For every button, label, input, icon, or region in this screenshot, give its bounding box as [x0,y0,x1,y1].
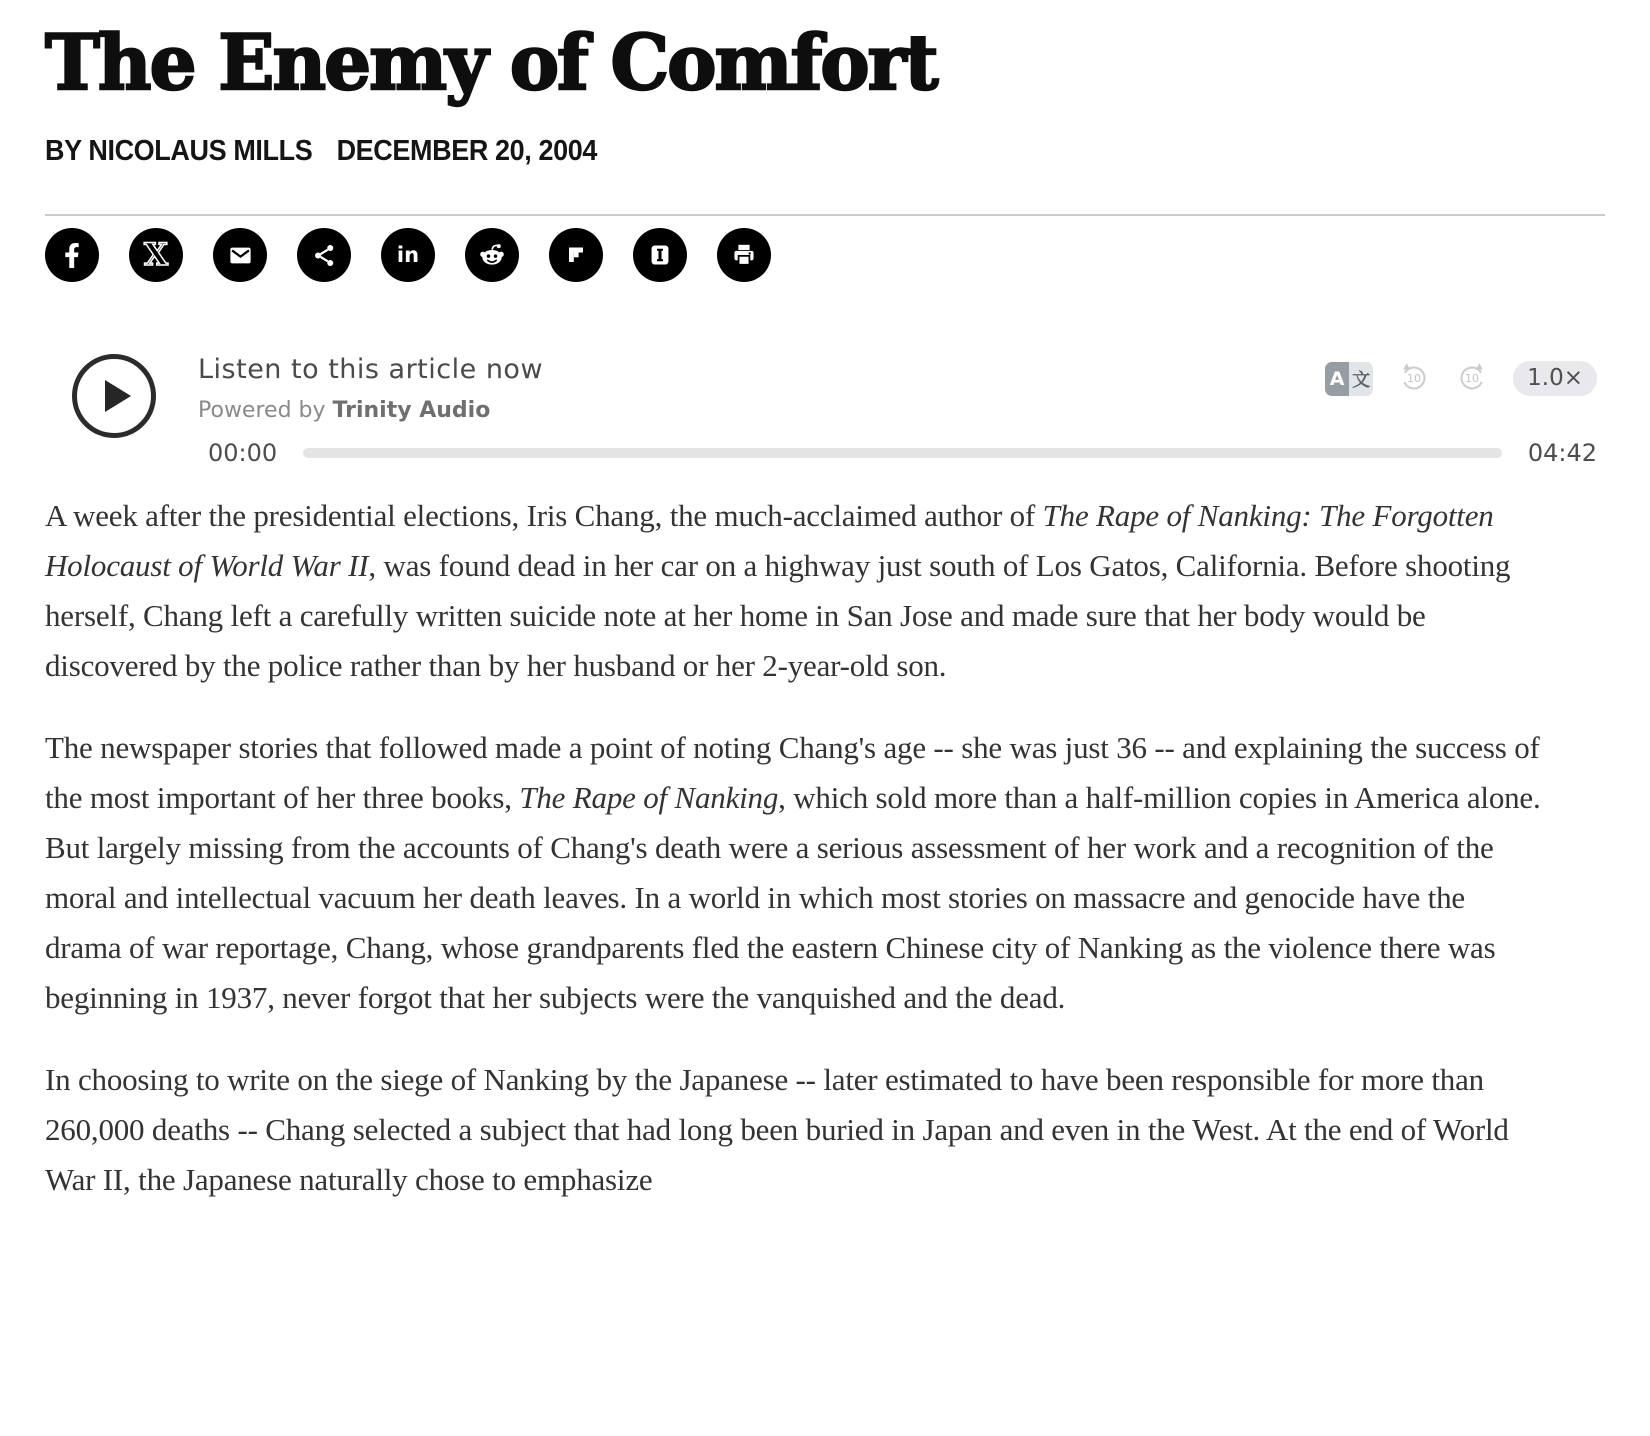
translate-cjk-icon: 文 [1349,362,1373,396]
flipboard-icon [564,243,588,267]
skip-back-icon [1397,360,1431,394]
article-date: DECEMBER 20, 2004 [336,135,598,168]
email-icon [227,242,254,269]
skip-back-button[interactable] [1397,360,1431,397]
current-time: 00:00 [208,439,278,468]
share-linkedin-button[interactable] [381,228,435,282]
print-icon [731,242,757,268]
svg-text:10: 10 [1407,372,1422,386]
listen-label: Listen to this article now [198,354,544,386]
article-byline: BY NICOLAUS MILLS [45,135,313,168]
share-reddit-button[interactable] [465,228,519,282]
playback-speed-button[interactable]: 1.0× [1513,361,1597,397]
share-x-button[interactable] [129,228,183,282]
svg-text:10: 10 [1465,372,1480,386]
translate-icon: A [1325,362,1349,396]
article-body [45,491,1543,1205]
powered-by: Powered by Trinity Audio [198,398,491,424]
article-title: The Enemy of Comfort [45,18,937,107]
skip-forward-button[interactable] [1455,360,1489,397]
trinity-audio-link[interactable]: Trinity Audio [332,398,491,424]
print-article-button[interactable] [717,228,771,282]
x-twitter-icon: X [143,236,169,273]
share-nodes-icon [312,243,337,268]
byline-row [45,135,1496,168]
progress-bar[interactable] [303,448,1502,458]
play-button[interactable] [72,354,156,438]
facebook-icon [64,243,80,268]
translate-button[interactable] [1325,362,1373,396]
article-paragraph: The newspaper stories that followed made a point of noting Chang's age -- she was just 36 -- and explaining the success of the most important of her three books, The Rape of Nanking, which sold more than a half-million copies in America alone. But largely missing from the accounts of Chang's death were a serious assessment of her work and a recognition of the moral and intellectual vacuum her death leaves. In a world in which most stories on massacre and genocide have the drama of war reportage, Chang, whose grandparents fled the eastern Chinese city of Nanking as the violence there was beginning in 1937, never forgot that her subjects were the vanquished and the dead. [45,730,1541,1016]
share-email-button[interactable] [213,228,267,282]
article-paragraph: A week after the presidential elections, Iris Chang, the much-acclaimed author of The Rape of Nanking: The Forgotten Holocaust of World War II, was found dead in her car on a highway just south of Los Gatos, California. Before shooting herself, Chang left a carefully written suicide note at her home in San Jose and made sure that her body would be discovered by the police rather than by her husband or her 2-year-old son. [45,498,1511,684]
share-flipboard-button[interactable] [549,228,603,282]
player-controls [1325,360,1597,397]
skip-forward-icon [1455,360,1489,394]
share-instapaper-button[interactable] [633,228,687,282]
audio-player [72,354,1605,467]
play-icon [105,380,131,412]
reddit-icon [478,241,506,269]
player-timeline [198,439,1597,467]
duration: 04:42 [1527,439,1597,468]
share-facebook-button[interactable] [45,228,99,282]
share-generic-button[interactable] [297,228,351,282]
divider [45,214,1605,216]
article-paragraph: In choosing to write on the siege of Nanking by the Japanese -- later estimated to have been responsible for more than 260,000 deaths -- Chang selected a subject that had long been buried in Japan and even in the West. At the end of World War II, the Japanese naturally chose to emphasize [45,1062,1509,1198]
linkedin-icon: in [396,242,420,267]
share-toolbar [45,228,1605,282]
instapaper-icon [647,242,673,268]
player-main [198,354,1597,467]
